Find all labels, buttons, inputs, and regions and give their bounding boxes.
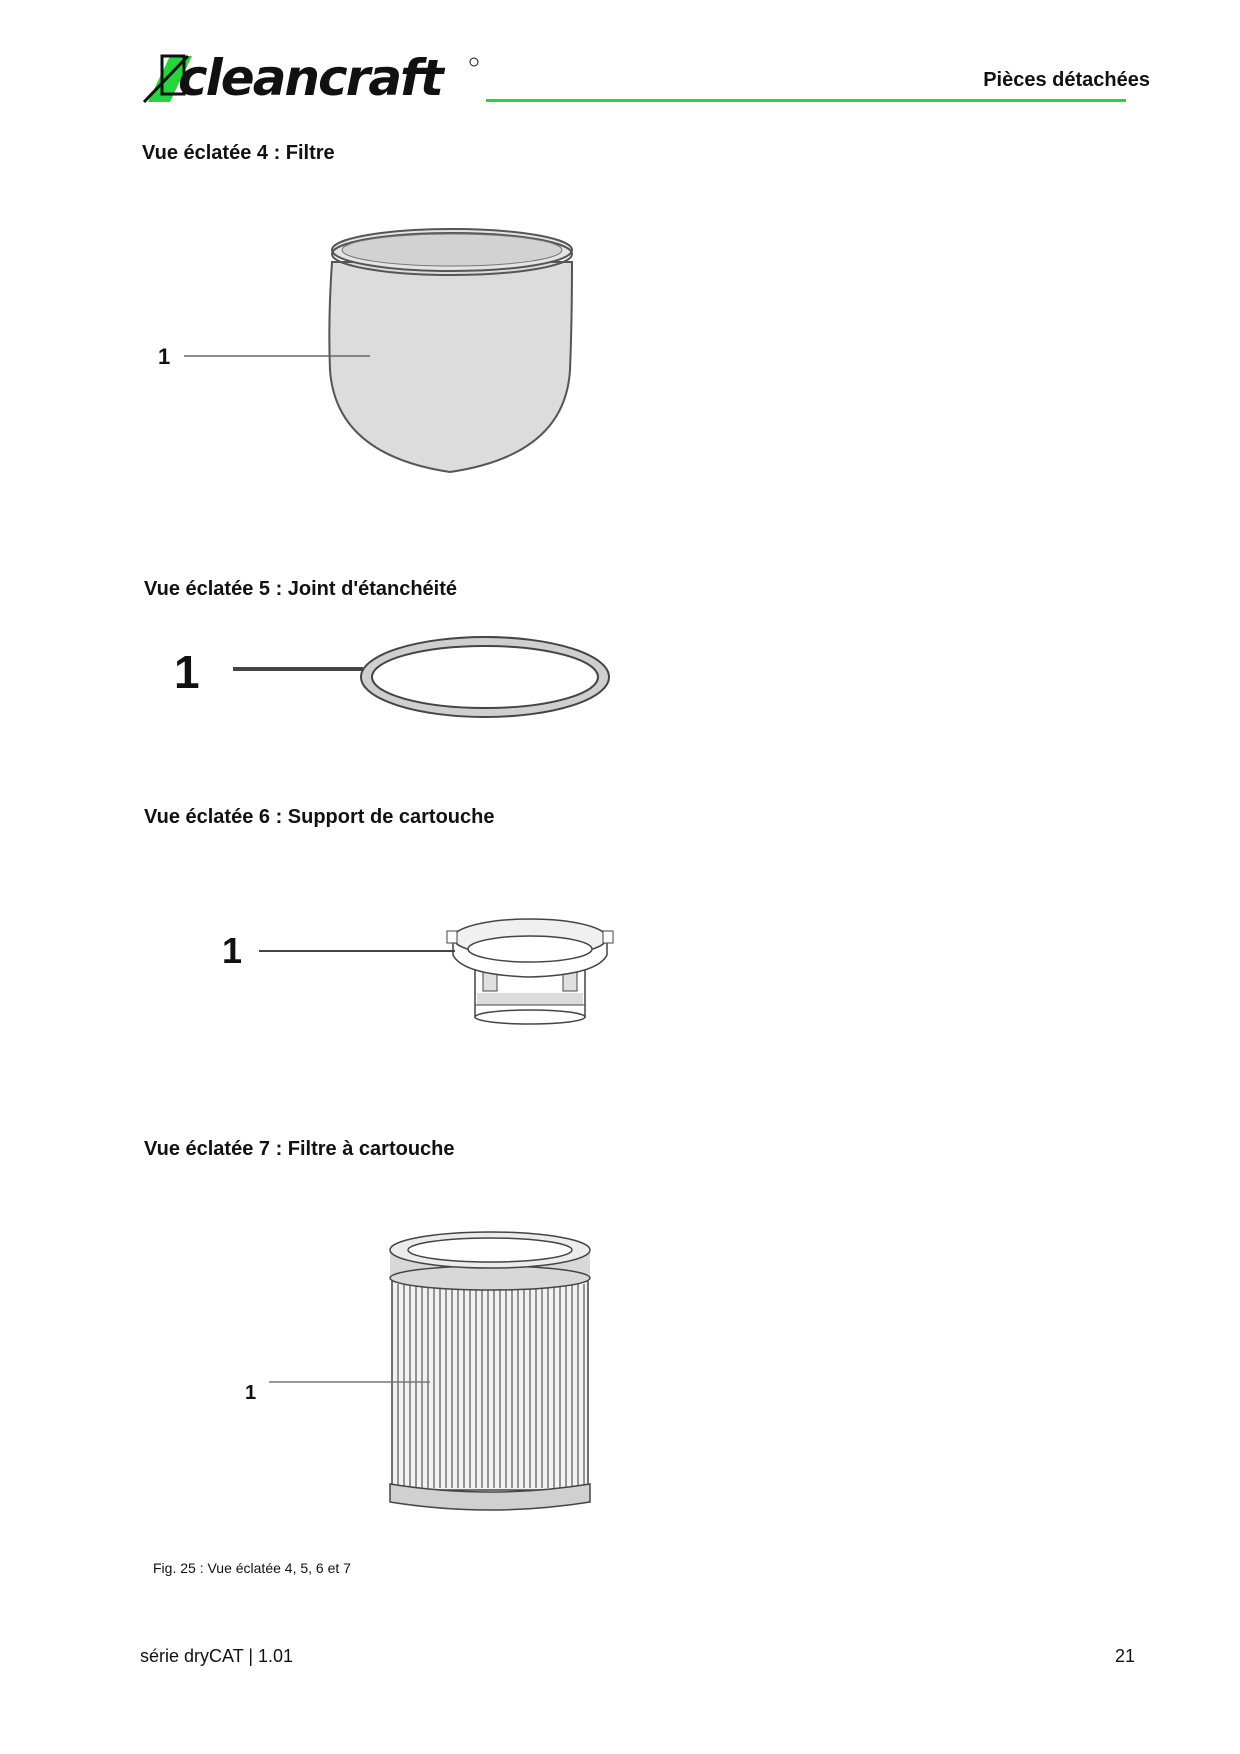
page-number: 21 (1114, 1646, 1135, 1666)
header-rule (486, 99, 1126, 102)
footer-series: série dryCAT | 1.01 (140, 1646, 294, 1666)
cartridge-holder-illustration (255, 905, 625, 1030)
cartridge-filter-illustration (265, 1226, 605, 1526)
view-7-callout: 1 (245, 1382, 257, 1404)
view-5-title: Vue éclatée 5 : Joint d'étanchéité (144, 578, 458, 600)
gasket-illustration (225, 630, 625, 730)
registered-mark-icon (470, 58, 478, 66)
figure-caption: Fig. 25 : Vue éclatée 4, 5, 6 et 7 (153, 1560, 351, 1576)
filter-bag-illustration (180, 210, 600, 480)
view-7-title: Vue éclatée 7 : Filtre à cartouche (144, 1138, 455, 1160)
logo-wordmark: cleancraft (178, 49, 442, 107)
section-title: Pièces détachées (983, 69, 1150, 91)
view-4-callout: 1 (158, 344, 171, 369)
view-5-callout: 1 (174, 646, 200, 698)
view-6-title: Vue éclatée 6 : Support de cartouche (144, 806, 495, 828)
view-4-title: Vue éclatée 4 : Filtre (142, 142, 335, 164)
view-6-callout: 1 (222, 930, 243, 971)
